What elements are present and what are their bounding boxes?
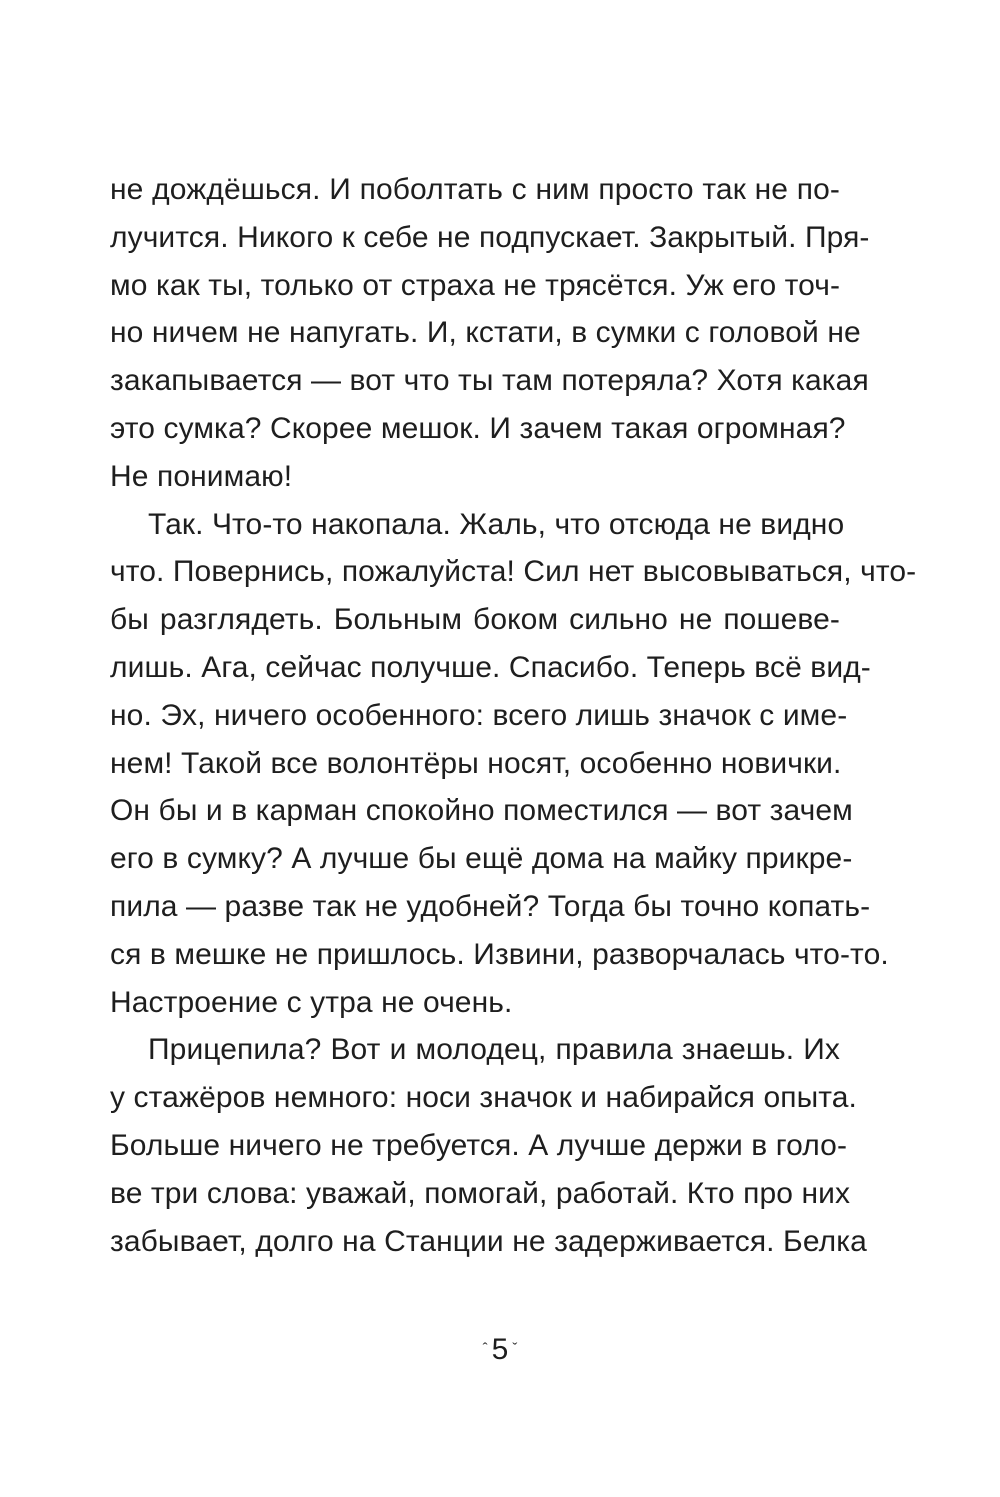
text-line: Не понимаю! — [110, 459, 293, 493]
text-line: его в сумку? А лучше бы ещё дома на майку прикре- — [110, 842, 853, 876]
text-line: лишь. Ага, сейчас получше. Спасибо. Теперь всё вид- — [110, 650, 871, 684]
text-line: Больше ничего не требуется. А лучше держи в голо- — [110, 1128, 848, 1162]
text-line: Он бы и в карман спокойно поместился — вот зачем — [110, 794, 853, 828]
text-line: пила — разве так не удобней? Тогда бы точно копать- — [110, 889, 871, 923]
text-line: Так. Что-то накопала. Жаль, что отсюда не видно — [148, 507, 845, 541]
text-line: но. Эх, ничего особенного: всего лишь значок с име- — [110, 698, 848, 732]
text-line: лучится. Никого к себе не подпускает. Закрытый. Пря- — [110, 220, 870, 254]
text-line: забывает, долго на Станции не задерживается. Белка — [110, 1224, 867, 1258]
text-line: Прицепила? Вот и молодец, правила знаешь. Их — [148, 1033, 840, 1067]
text-line: нем! Такой все волонтёры носят, особенно новички. — [110, 746, 842, 780]
text-line: Настроение с утра не очень. — [110, 985, 513, 1019]
page-number-footer — [0, 1330, 1000, 1371]
text-line: ся в мешке не пришлось. Извини, разворчалась что-то. — [110, 937, 889, 971]
text-line: у стажёров немного: носи значок и набирайся опыта. — [110, 1081, 857, 1115]
text-line: мо как ты, только от страха не трясётся. Уж его точ- — [110, 268, 841, 302]
text-line: закапывается — вот что ты там потеряла? Хотя какая — [110, 364, 869, 398]
text-line: бы разглядеть. Больным боком сильно не пошеве- — [110, 603, 840, 637]
page-number: 5 — [491, 1333, 509, 1366]
text-line: это сумка? Скорее мешок. И зачем такая огромная? — [110, 411, 846, 445]
text-line: что. Повернись, пожалуйста! Сил нет высовываться, что- — [110, 555, 917, 589]
text-line: не дождёшься. И поболтать с ним просто так не по- — [110, 173, 840, 206]
text-line: ве три слова: уважай, помогай, работай. Кто про них — [110, 1176, 851, 1210]
text-line: но ничем не напугать. И, кстати, в сумки с головой не — [110, 316, 861, 350]
page-number-ornament-right: ˇ — [512, 1340, 518, 1358]
page-number-ornament-left: ˆ — [482, 1340, 488, 1358]
page-body-text — [110, 166, 917, 1265]
